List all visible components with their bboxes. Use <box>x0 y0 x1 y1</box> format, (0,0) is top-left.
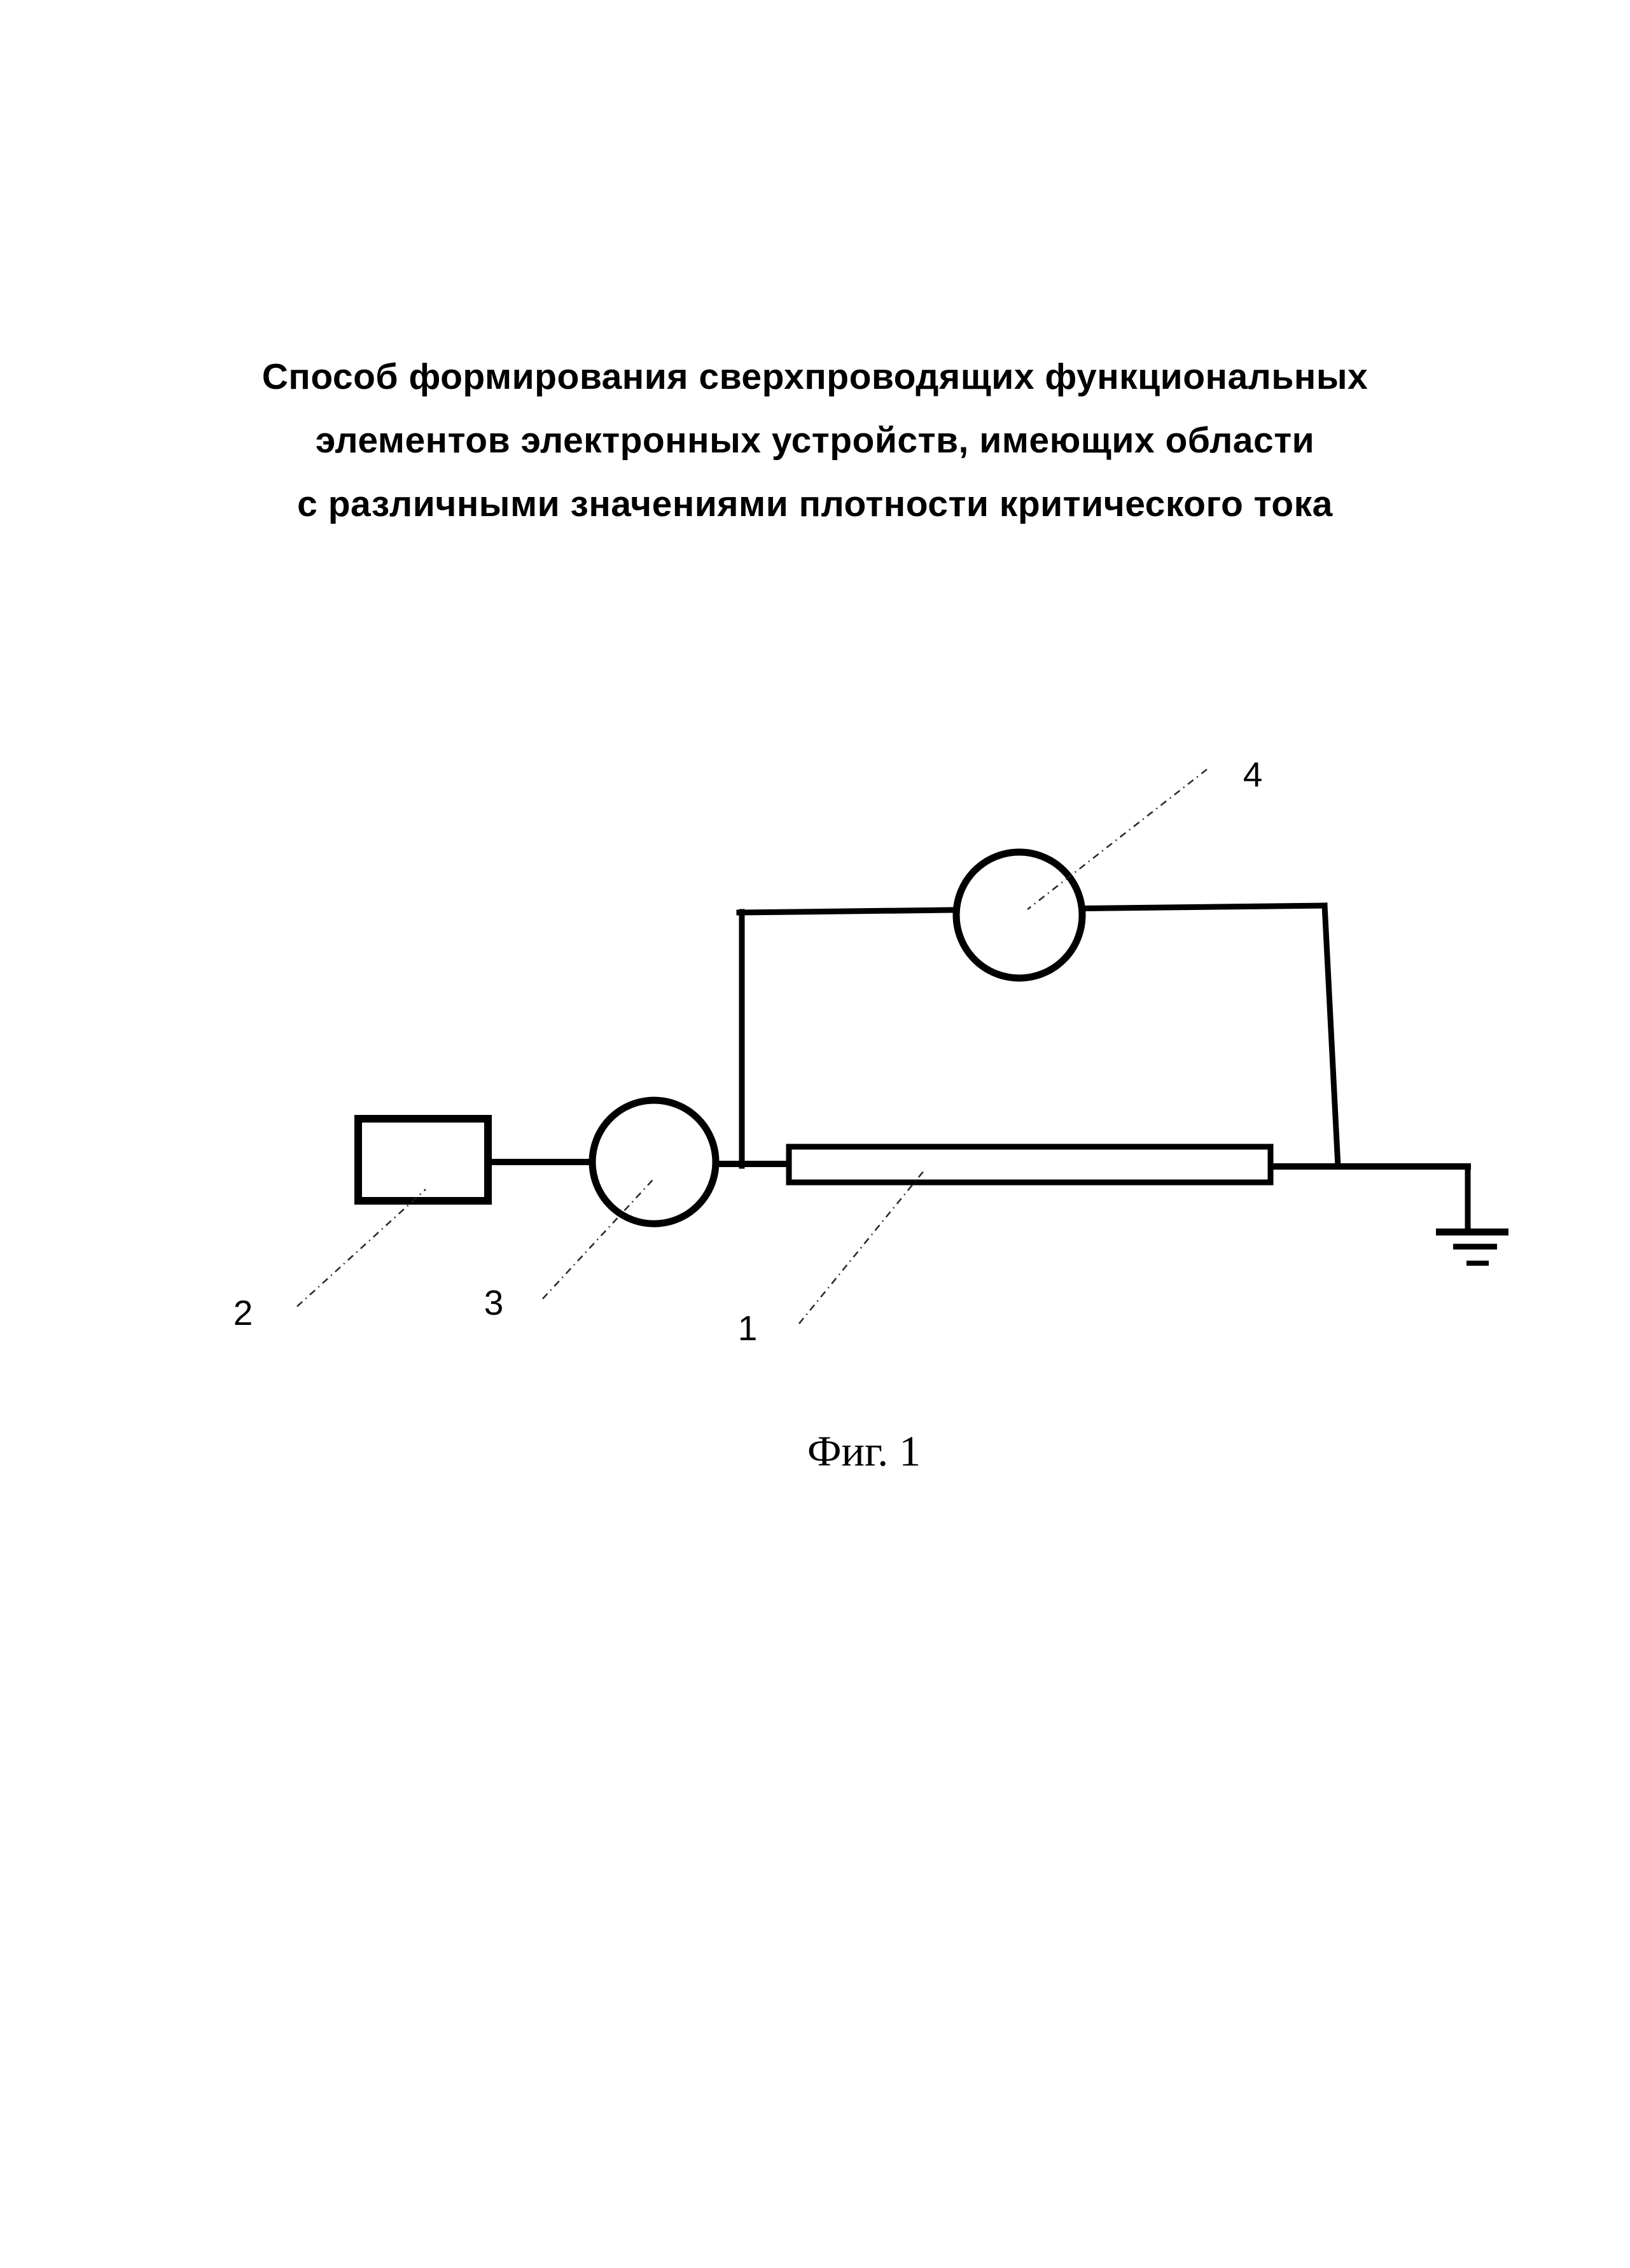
ref-label-3: 3 <box>484 1283 504 1322</box>
wire-right-vertical <box>1325 906 1338 1166</box>
leader-line-ref-2 <box>297 1189 426 1306</box>
figure-title-line-1: Способ формирования сверхпроводящих функциональных <box>261 356 1369 397</box>
circle-4-voltmeter <box>956 852 1082 978</box>
leader-line-ref-1 <box>799 1171 924 1324</box>
figure-title-line-2: элементов электронных устройств, имеющих области <box>315 420 1315 461</box>
figure-title-line-3: с различными значениями плотности критического тока <box>297 484 1333 524</box>
leader-line-ref-4 <box>1027 769 1207 909</box>
ref-label-1: 1 <box>737 1308 758 1348</box>
circle-3-meter <box>592 1100 716 1224</box>
ref-label-2: 2 <box>233 1293 253 1333</box>
ref-label-4: 4 <box>1243 755 1263 794</box>
sample-bar-1 <box>789 1147 1271 1182</box>
figure-caption: Фиг. 1 <box>807 1427 921 1475</box>
leader-line-ref-3 <box>543 1179 653 1299</box>
block-2-rectangle <box>358 1119 488 1201</box>
